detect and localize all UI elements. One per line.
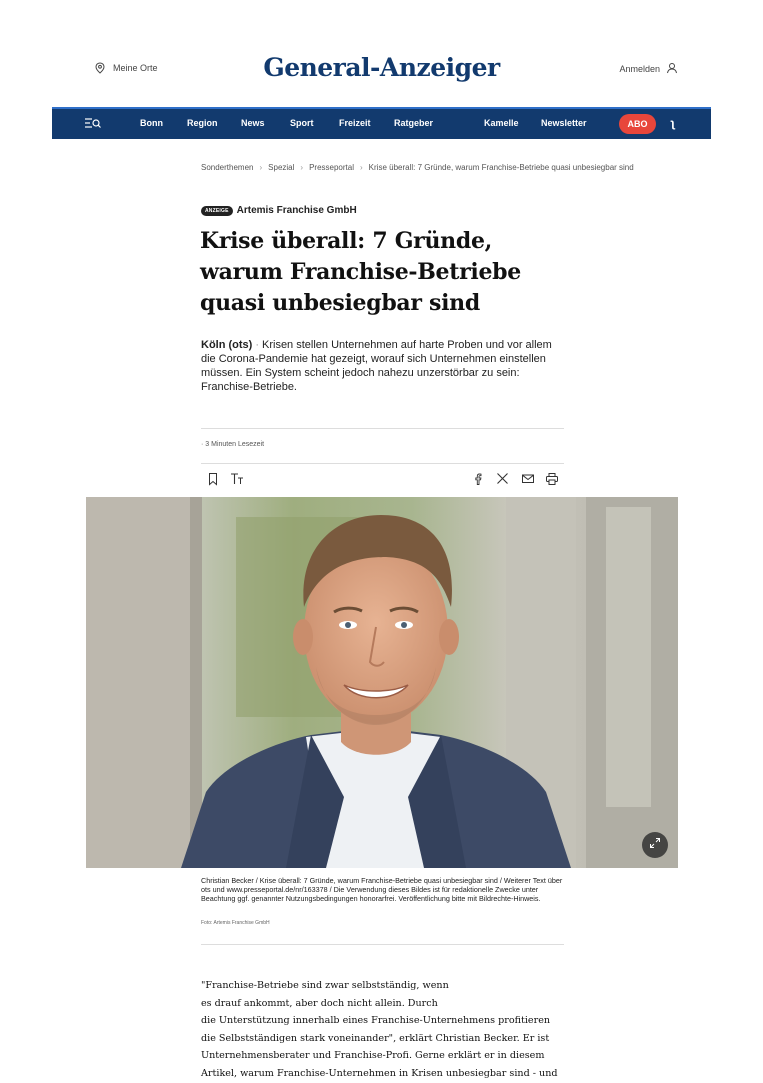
site-header [0,0,763,105]
read-time: · 3 Minuten Lesezeit [201,441,265,448]
breadcrumb [201,163,634,172]
image-caption: Christian Becker / Krise überall: 7 Gründe, warum Franchise-Betriebe quasi unbesiegbar sind / Weiterer Text über ots und www.presseportal.de/nr/163378 / Die Verwendung dieses Bildes ist für redaktionelle Zwecke unter Beachtung ggf. genannter Nutzungsbedingungen honorarfrei. Veröffentlichung bitte mit Bildrechte-Hinweis. [201,876,563,903]
body-line: es drauf ankommt, aber doch nicht allein. Durch [201,997,438,1009]
article-body [201,977,571,1083]
nav-item-region[interactable]: Region [187,118,218,128]
mail-icon[interactable] [521,472,535,490]
lead-text: Krisen stellen Unternehmen auf harte Proben und vor allem die Corona-Pandemie hat gezeigt, worauf sich Unternehmen einstellen müssen. Ein System scheint jedoch nahezu unzerstörbar zu sein: Franchise-Betriebe. [201,339,552,393]
x-icon[interactable] [496,472,509,490]
breadcrumb-separator: › [300,163,304,172]
breadcrumb-current: Krise überall: 7 Gründe, warum Franchise-Betriebe quasi unbesiegbar sind [368,163,634,172]
breadcrumb-item[interactable]: Sonderthemen [201,163,254,172]
body-line: Artikel, warum Franchise-Unternehmen in Krisen unbesiegbar sind - und [201,1067,558,1079]
photo-credit: Foto: Artemis Franchise GmbH [201,920,270,926]
nav-item-sport[interactable]: Sport [290,118,314,128]
print-icon[interactable] [545,472,559,491]
body-line: die Unterstützung innerhalb eines Franchise-Unternehmens profitieren [201,1015,551,1027]
nav-more-icon[interactable]: ʅ [671,116,675,130]
divider [201,944,564,945]
body-line: "Franchise-Betriebe sind zwar selbstständig, wenn [201,980,449,991]
abo-button[interactable]: ABO [619,114,656,134]
ad-badge: ANZEIGE [201,206,233,216]
sponsor-name: Artemis Franchise GmbH [236,205,357,216]
nav-item-newsletter[interactable]: Newsletter [541,118,587,128]
sponsor-line [201,205,357,216]
menu-search-icon[interactable] [84,116,102,135]
article-toolbar [201,472,564,490]
article-lead [201,338,567,394]
main-navigation [52,107,711,139]
read-time-label: 3 Minuten Lesezeit [205,441,265,448]
divider [201,428,564,429]
lead-separator: · [255,339,259,351]
bookmark-icon[interactable] [208,472,218,491]
divider [201,463,564,464]
expand-image-button[interactable] [642,832,668,858]
body-line: Unternehmensberater und Franchise-Profi. Gerne erklärt er in diesem [201,1050,545,1062]
nav-item-bonn[interactable]: Bonn [140,118,163,128]
breadcrumb-item[interactable]: Spezial [268,163,295,172]
my-places-label: Meine Orte [113,63,158,73]
lead-location: Köln (ots) [201,339,253,351]
breadcrumb-separator: › [360,163,363,172]
nav-item-freizeit[interactable]: Freizeit [339,118,371,128]
site-logo[interactable]: General-Anzeiger [263,53,500,82]
user-icon [666,62,678,76]
article-headline: Krise überall: 7 Gründe, warum Franchise-Betriebe quasi unbesiegbar sind [200,228,521,316]
body-line: die Selbstständigen stark voneinander", erklärt Christian Becker. Er ist [201,1032,550,1044]
expand-icon [649,836,661,854]
login-link[interactable] [619,62,678,76]
text-size-icon[interactable] [230,472,244,491]
nav-item-news[interactable]: News [241,118,265,128]
breadcrumb-separator: › [259,163,263,172]
nav-item-kamelle[interactable]: Kamelle [484,118,519,128]
breadcrumb-item[interactable]: Presseportal [309,163,354,172]
nav-item-ratgeber[interactable]: Ratgeber [394,118,434,128]
facebook-icon[interactable] [473,472,483,491]
article-hero-image[interactable] [86,497,678,868]
login-label: Anmelden [619,64,660,74]
